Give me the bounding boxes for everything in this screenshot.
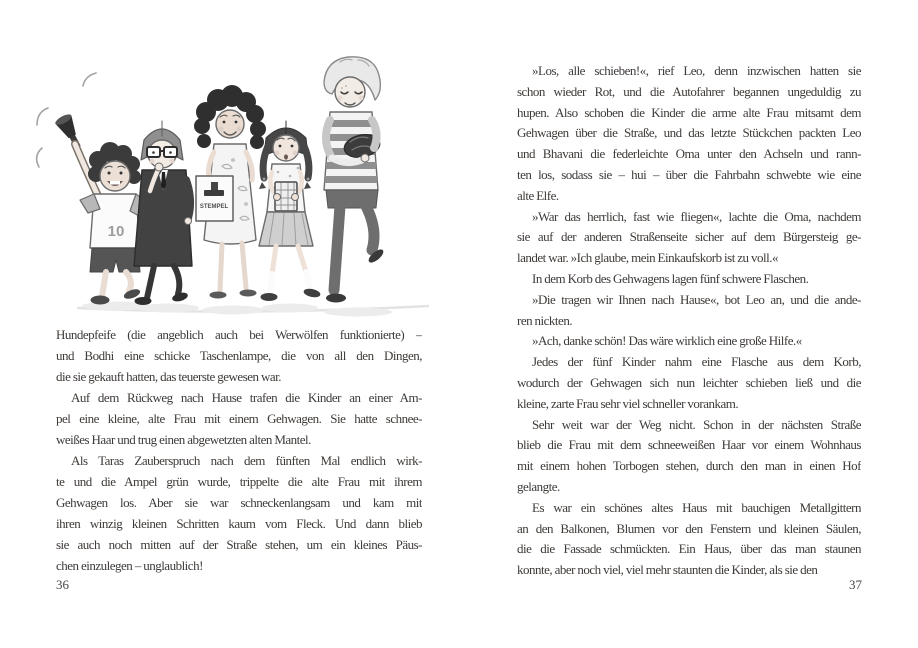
text-line: te und die Ampel grün wurde, trippelte die alte Frau mit ihrem bbox=[56, 474, 422, 489]
bag-label: STEMPEL bbox=[199, 204, 229, 210]
text-line: gelangte. bbox=[517, 478, 560, 494]
text-line: ren nickten. bbox=[517, 312, 573, 328]
text-line: Gehwagen los. Aber sie war schneckenlangsam und kam mit bbox=[56, 495, 422, 510]
text-line: wodurch der Gehwagen sich nun leichter schieben ließ und die bbox=[517, 374, 861, 390]
text-line: ten los, sodass sie – hui – über die Fahrbahn schwebte wie eine bbox=[517, 166, 861, 182]
text-line: Hundepfeife (die angeblich auch bei Werwölfen funktionierte) – bbox=[56, 327, 422, 342]
text-line: Als Taras Zauberspruch nach dem fünften Mal endlich wirk- bbox=[71, 453, 422, 468]
page-number-right: 37 bbox=[849, 577, 862, 592]
text-line: Jedes der fünf Kinder nahm eine Flasche aus dem Korb, bbox=[532, 354, 861, 370]
text-line: blieb die Frau mit dem schneeweißen Haar vor einem Wohnhaus bbox=[517, 437, 861, 453]
text-line: alte Elfe. bbox=[517, 187, 559, 203]
girl-with-stempel-bag bbox=[194, 85, 266, 315]
text-line: ihren winzig kleinen Schritten kaum vom Fleck. Und dann blieb bbox=[56, 516, 422, 531]
text-line: die die Fassade schmückten. Ein Haus, über das man staunen bbox=[517, 541, 861, 557]
illustration bbox=[28, 48, 448, 320]
page-right-text bbox=[517, 61, 861, 581]
text-line: sie auch noch mitten auf der Straße stehen, um ein kleines Päus- bbox=[56, 537, 422, 552]
text-line: Sehr weit war der Weg nicht. Schon in der nächsten Straße bbox=[532, 416, 861, 432]
text-line: Es war ein schönes altes Haus mit bauchigen Metallgittern bbox=[532, 499, 861, 515]
text-line: schon wieder Rot, und die Autofahrer begannen ungeduldig zu bbox=[517, 83, 861, 99]
page-number-left: 36 bbox=[56, 577, 69, 592]
text-line: pel eine kleine, alte Frau mit einem Gehwagen. Sie hatte schnee- bbox=[56, 411, 422, 426]
text-line: Gehwagen über die Straße, und das letzte Stückchen packten Leo bbox=[517, 125, 861, 141]
page-left-text bbox=[56, 324, 422, 576]
text-line: die sie gekauft hatten, das teuerste gewesen war. bbox=[56, 369, 281, 384]
text-line: hupen. Also schoben die Kinder die arme alte Frau mitsamt dem bbox=[517, 104, 861, 120]
text-line: »Die tragen wir Ihnen nach Hause«, bot Leo an, und die ande- bbox=[532, 291, 861, 307]
girl-with-braids bbox=[259, 121, 321, 313]
text-line: und Bodhi eine schicke Taschenlampe, die von all den Dingen, bbox=[56, 348, 422, 363]
jersey-number: 10 bbox=[107, 223, 125, 240]
child-with-glasses bbox=[134, 121, 199, 313]
text-line: landet war. »Ich glaube, mein Einkaufskorb ist zu voll.« bbox=[517, 250, 778, 266]
tall-boy-with-flashlight bbox=[318, 57, 392, 317]
dog-whistle-icon bbox=[54, 112, 86, 151]
text-line: an den Balkonen, Blumen vor den Fenstern und kleinen Säulen, bbox=[517, 520, 861, 536]
stempel-bag bbox=[196, 176, 233, 221]
boy-with-whistle bbox=[37, 73, 150, 311]
text-line: »War das herrlich, fast wie fliegen«, lachte die Oma, nachdem bbox=[532, 208, 861, 224]
text-line: chen einzulegen – unglaublich! bbox=[56, 558, 203, 573]
text-line: konnte, aber noch viel, viel mehr staunten die Kinder, als sie den bbox=[517, 562, 818, 578]
text-line: »Ach, danke schön! Das wäre wirklich eine große Hilfe.« bbox=[532, 333, 802, 349]
text-line: mit einem hohen Torbogen stehen, durch den man in einen Hof bbox=[517, 458, 861, 474]
text-line: In dem Korb des Gehwagens lagen fünf schwere Flaschen. bbox=[532, 270, 809, 286]
text-line: kleine, zarte Frau sehr viel schneller vorankam. bbox=[517, 395, 739, 411]
text-line: und Bhavani die federleichte Oma unter den Achseln und rann- bbox=[517, 146, 861, 162]
text-line: Auf dem Rückweg nach Hause trafen die Kinder an einer Am- bbox=[71, 390, 422, 405]
text-line: »Los, alle schieben!«, rief Leo, denn inzwischen hatten sie bbox=[532, 63, 861, 78]
text-line: sie auf der anderen Straßenseite sicher auf dem Bürgersteig ge- bbox=[517, 229, 861, 245]
text-line: weißes Haar und trug einen abgewetzten alten Mantel. bbox=[56, 432, 311, 447]
page-right bbox=[459, 0, 918, 648]
